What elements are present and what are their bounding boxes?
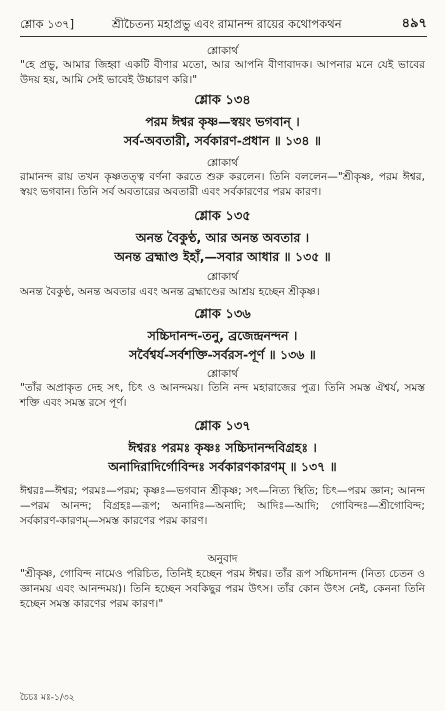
translation-text-136: "তাঁর অপ্রাকৃত দেহ সৎ, চিৎ ও আনন্দময়। তিনি নন্দ মহারাজের পুত্র। তিনি সমস্ত ঐশ্বর্য, সমস্ত শক্তি এবং সমস্ত রসে পূর্ণ। [20, 382, 425, 409]
translation-heading-135: শ্লোকার্থ [206, 271, 239, 283]
page-footer: চৈচঃ মঃ-১/৩২ [20, 693, 75, 703]
header-verse-ref: শ্লোক ১৩৭] [20, 17, 75, 31]
verse-title-136: শ্লোক ১৩৬ [194, 307, 251, 322]
translation-heading-1: শ্লোকার্থ [206, 45, 239, 57]
verse-title-135: শ্লোক ১৩৫ [194, 209, 251, 224]
verse-text-134: পরম ঈশ্বর কৃষ্ণ—স্বয়ং ভগবান্ । সর্ব-অবতারী, সর্বকারণ-প্রধান ॥ ১৩৪ ॥ [124, 114, 321, 148]
header-title: শ্রীচৈতন্য মহাপ্রভু এবং রামানন্দ রায়ের কথোপকথন [112, 17, 342, 31]
verse-title-134: শ্লোক ১৩৪ [194, 93, 251, 108]
verse-title-137: শ্লোক ১৩৭ [194, 419, 251, 434]
translation-text-134: রামানন্দ রায় তখন কৃষ্ণতত্ত্ব বর্ণনা করতে শুরু করলেন। তিনি বললেন—"শ্রীকৃষ্ণ, পরম ঈশ্বর, স্বয়ং ভগবান। তিনি সর্ব অবতারের অবতারী এবং সর্বকারণের পরম কারণ। [20, 171, 425, 198]
translation-text-135: অনন্ত বৈকুণ্ঠ, অনন্ত অবতার এবং অনন্ত ব্রহ্মাণ্ডের আশ্রয় হচ্ছেন শ্রীকৃষ্ণ। [20, 286, 320, 298]
translation-heading-134: শ্লোকার্থ [206, 157, 239, 169]
verse-text-136: সচ্চিদানন্দ-তনু, ব্রজেন্দ্রনন্দন । সর্বৈশ্বর্য-সর্বশক্তি-সর্বরস-পূর্ণ ॥ ১৩৬ ॥ [129, 328, 316, 362]
page-number: ৪৯৭ [401, 16, 427, 31]
verse-text-135: অনন্ত বৈকুণ্ঠ, আর অনন্ত অবতার । অনন্ত ব্রহ্মাণ্ড ইহাঁ,—সবার আধার ॥ ১৩৫ ॥ [114, 230, 331, 264]
translation-text-1: "হে প্রভু, আমার জিহ্বা একটি বীণার মতো, আর আপনি বীণাবাদক। আপনার মনে যেই ভাবের উদয় হয়, আমি সেই ভাবেই উচ্চারণ করি।" [20, 59, 425, 86]
translation-text-137: "শ্রীকৃষ্ণ, গোবিন্দ নামেও পরিচিত, তিনিই হচ্ছেন পরম ঈশ্বর। তাঁর রূপ সচ্চিদানন্দ (নিত্য চেতন ও জ্ঞানময় এবং আনন্দময়)। তিনি হচ্ছেন সবকিছুর পরম উৎস। তাঁর কোন উৎস নেই, কেননা তিনি হচ্ছেন সমস্ত কারণের পরম কারণ।" [20, 568, 425, 610]
translation-heading-136: শ্লোকার্থ [206, 368, 239, 380]
translation-heading-137: অনুবাদ [207, 553, 238, 565]
word-meanings-137: ঈশ্বরঃ—ঈশ্বর; পরমঃ—পরম; কৃষ্ণঃ—ভগবান শ্রীকৃষ্ণ; সৎ—নিত্য স্থিতি; চিৎ—পরম জ্ঞান; আনন্দ—পরম আনন্দ; বিগ্রহঃ—রূপ; অনাদিঃ—অনাদি; আদিঃ—আদি; গোবিন্দঃ—শ্রীগোবিন্দ; সর্বকারণ-কারণম্—সমস্ত কারণের পরম কারণ। [20, 485, 425, 527]
verse-text-137: ঈশ্বরঃ পরমঃ কৃষ্ণঃ সচ্চিদানন্দবিগ্রহঃ । অনাদিরাদির্গোবিন্দঃ সর্বকারণকারণম্ ॥ ১৩৭ ॥ [108, 440, 337, 474]
page-header [20, 14, 427, 37]
